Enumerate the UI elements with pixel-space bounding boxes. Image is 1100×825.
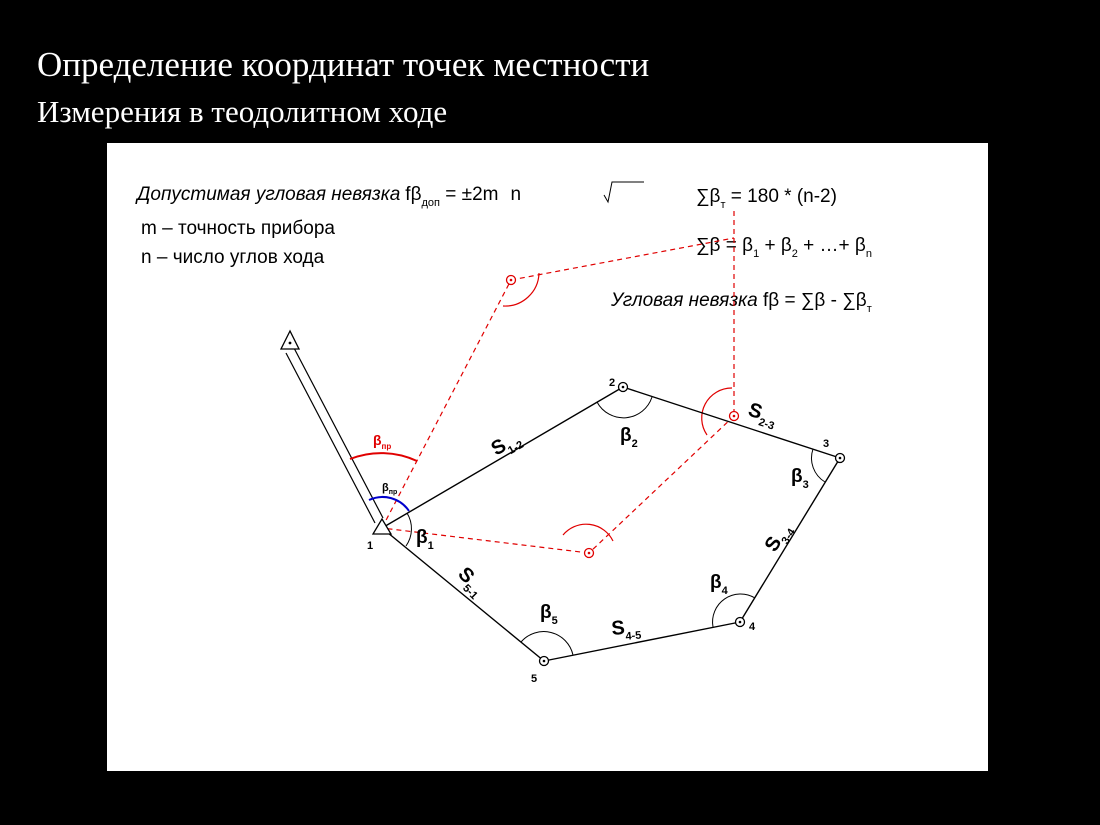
point-label-5: 5: [531, 673, 538, 685]
beta-pr-red-label: $\beta_{пр}$: [373, 432, 392, 451]
allowable-misclosure-formula: Допустимая угловая невязка $f\beta_{доп} = \pm 2m$ n: [137, 184, 522, 209]
point-label-2: 2: [609, 377, 616, 389]
arc-beta-2: [597, 397, 652, 418]
error-arc-3: [563, 524, 613, 541]
n-definition: n – число углов хода: [141, 247, 325, 268]
beta-1-label: $\beta_1$: [416, 527, 434, 552]
diagram-panel: [107, 143, 988, 771]
beta-pr-label: $\beta_{пр}$: [382, 482, 398, 496]
error-line-2: [511, 238, 734, 280]
error-line-4: [589, 416, 734, 553]
side-2-3: [623, 387, 840, 458]
beta-5-label: $\beta_5$: [540, 602, 558, 627]
arc-beta-1: [406, 513, 411, 546]
side-4-5: [544, 622, 740, 661]
arc-beta-3: [811, 449, 825, 482]
point-label-4: 4: [749, 621, 756, 633]
misclosure-angle-arcs: [503, 273, 732, 541]
error-line-5: [382, 528, 589, 553]
side-5-1: [382, 528, 544, 661]
misclosure-points: [507, 276, 739, 558]
reference-triangle: [281, 331, 299, 349]
beta-2-label: $\beta_2$: [620, 425, 638, 450]
traverse-diagram: [107, 143, 988, 771]
reference-direction: [281, 331, 383, 523]
m-definition: m – точность прибора: [141, 218, 335, 239]
beta-3-label: $\beta_3$: [791, 466, 809, 491]
station-1-marker: [373, 519, 391, 534]
side-label-2-3: $S_{2-3}$: [745, 398, 776, 433]
measured-sum-formula: $\sum\beta = \beta_1 + \beta_2$ + …+ $\beta_n$: [696, 235, 872, 260]
side-label-5-1: $S_{5-1}$: [453, 562, 480, 603]
error-arc-2: [702, 388, 732, 435]
sqrt-sign: [604, 182, 644, 202]
angle-arcs: [406, 397, 825, 655]
side-label-4-5: $S_{4-5}$: [610, 616, 642, 643]
point-label-3: 3: [823, 438, 830, 450]
side-label-3-4: $S_{3-4}$: [760, 526, 799, 556]
point-label-1: 1: [367, 540, 374, 552]
angular-misclosure-formula: Угловая невязка $f\beta = \sum\beta - \sum\beta_т$: [611, 290, 872, 315]
side-label-1-2: $S_{1-2}$: [487, 434, 526, 461]
page-title: Определение координат точек местности: [37, 45, 650, 84]
beta-4-label: $\beta_4$: [710, 572, 728, 597]
misclosure-traverse: [382, 211, 734, 553]
arc-beta-pr-red: [350, 453, 417, 461]
arc-beta-5: [521, 632, 573, 655]
misclosure-point-dots: [381, 279, 736, 555]
page-subtitle: Измерения в теодолитном ходе: [37, 94, 448, 129]
theoretical-sum-formula: $\sum\beta_т = 180 * (n-2)$: [696, 186, 837, 211]
